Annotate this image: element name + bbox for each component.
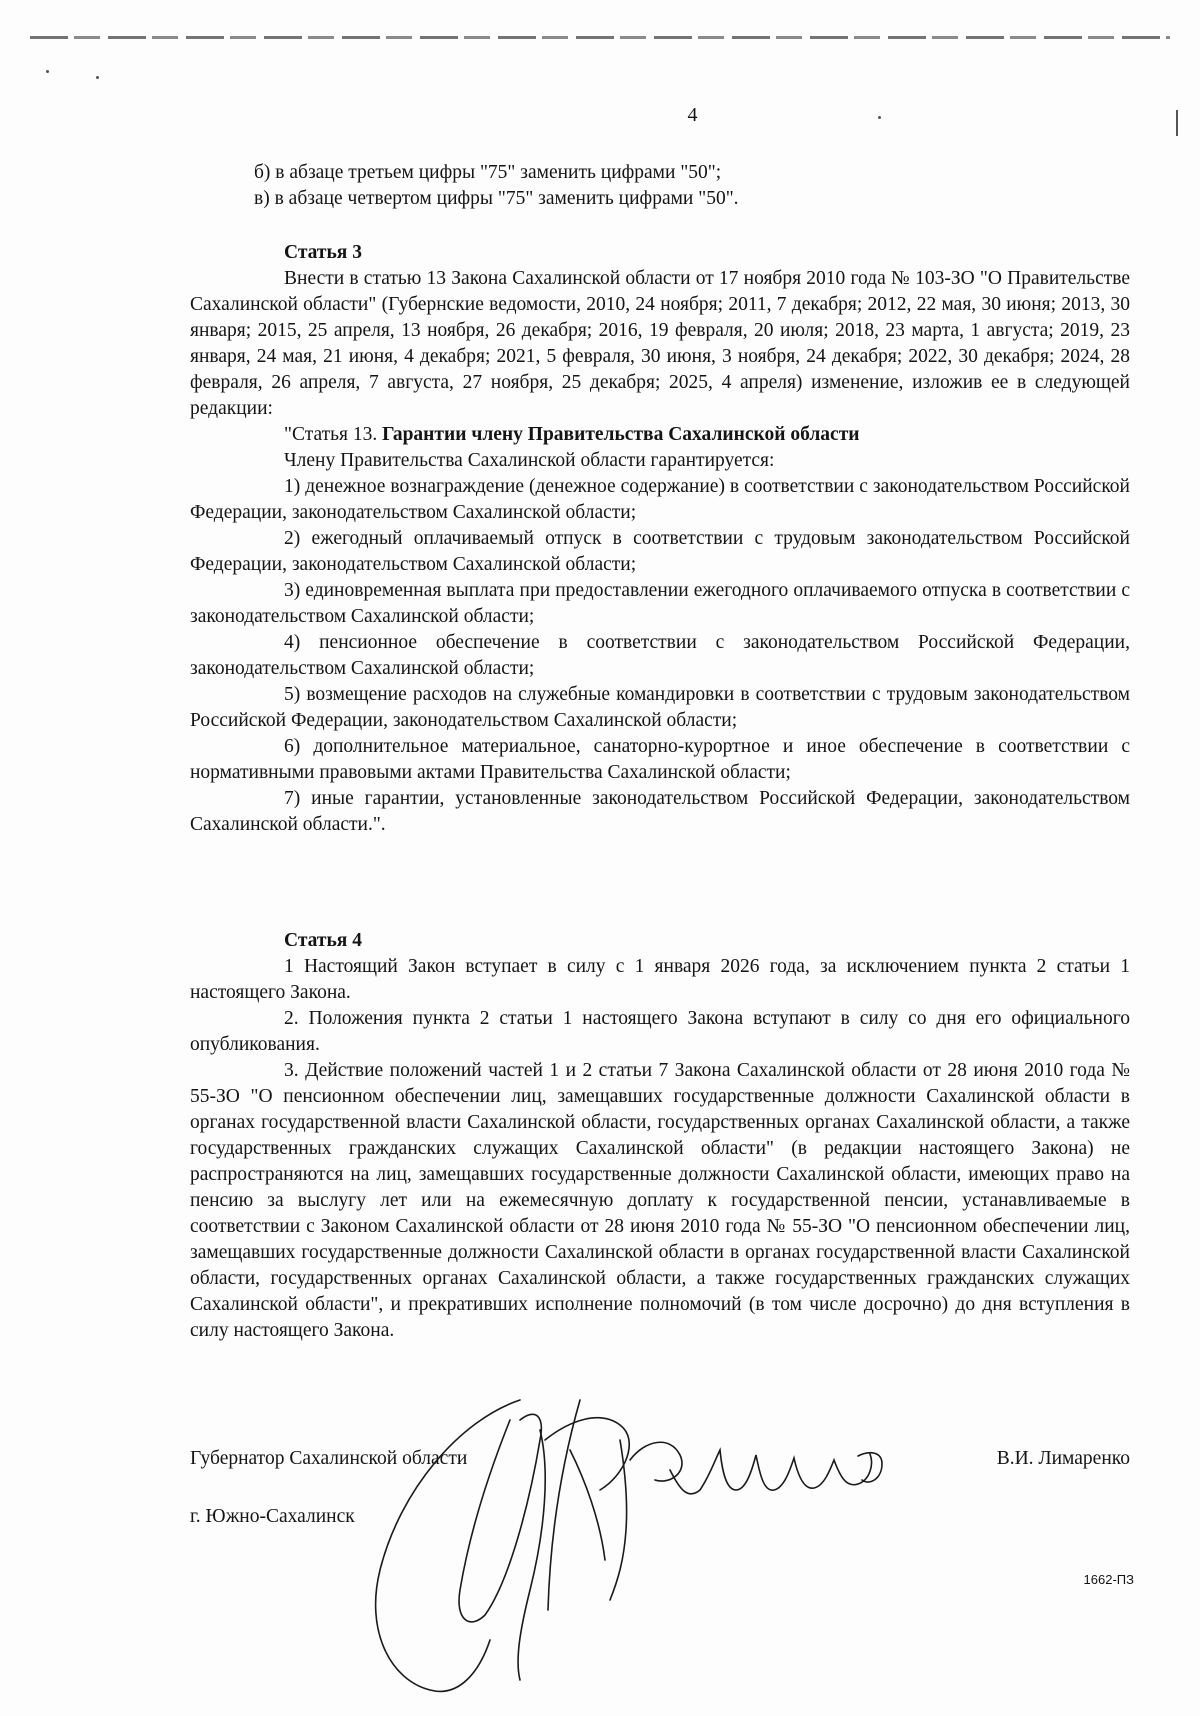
- city: г. Южно-Сахалинск: [190, 1506, 355, 1527]
- guarantee-item: 5) возмещение расходов на служебные командировки в соответствии с трудовым законодательством Российской Федерации, законодательством Сахалинской области;: [190, 684, 1130, 731]
- guarantee-item: 3) единовременная выплата при предоставлении ежегодного оплачиваемого отпуска в соответствии с законодательством Сахалинской области;: [190, 580, 1130, 627]
- page-number: 4: [687, 104, 698, 126]
- document-code: 1662-ПЗ: [1083, 1572, 1134, 1587]
- scan-speck: [96, 76, 99, 79]
- article3-heading: Статья 3: [284, 242, 362, 263]
- article13-title-prefix: "Статья 13.: [284, 424, 383, 445]
- guarantee-item: 4) пенсионное обеспечение в соответствии с законодательством Российской Федерации, законодательством Сахалинской области;: [190, 632, 1130, 679]
- scan-speck: [46, 70, 49, 73]
- guarantee-intro: Члену Правительства Сахалинской области гарантируется:: [284, 450, 775, 471]
- article13-title-bold: Гарантии члену Правительства Сахалинской области: [382, 424, 860, 445]
- guarantee-item: 7) иные гарантии, установленные законодательством Российской Федерации, законодательством Сахалинской области.".: [190, 788, 1130, 835]
- governor-title: Губернатор Сахалинской области: [190, 1448, 468, 1469]
- article4-paragraph: 3. Действие положений частей 1 и 2 статьи 7 Закона Сахалинской области от 28 июня 2010 года № 55-ЗО "О пенсионном обеспечении лиц, замещавших государственные должности Сахалинской области в органах государственной власти Сахалинской области, государственных органах Сахалинской области, а также государственных гражданских служащих Сахалинской области" (в редакции настоящего Закона) не распространяются на лиц, замещавших государственные должности Сахалинской области, имеющих право на пенсию за выслугу лет или на ежемесячную доплату к государственной пенсии, устанавливаемые в соответствии с Законом Сахалинской области от 28 июня 2010 года № 55-ЗО "О пенсионном обеспечении лиц, замещавших государственные должности Сахалинской области в органах государственной власти Сахалинской области, государственных органах Сахалинской области, а также государственных гражданских служащих Сахалинской области", и прекративших исполнение полномочий (в том числе досрочно) до дня вступления в силу настоящего Закона.: [190, 1060, 1130, 1341]
- article4-heading: Статья 4: [284, 930, 362, 951]
- article4-paragraph: 2. Положения пункта 2 статьи 1 настоящего Закона вступают в силу со дня его официального опубликования.: [190, 1008, 1130, 1055]
- guarantee-item: 1) денежное вознаграждение (денежное содержание) в соответствии с законодательством Российской Федерации, законодательством Сахалинской области;: [190, 476, 1130, 523]
- scan-top-edge: [30, 36, 1170, 39]
- article4-paragraph: 1 Настоящий Закон вступает в силу с 1 января 2026 года, за исключением пункта 2 статьи 1 настоящего Закона.: [190, 956, 1130, 1003]
- article3-intro: Внести в статью 13 Закона Сахалинской области от 17 ноября 2010 года № 103-ЗО "О Правительстве Сахалинской области" (Губернские ведомости, 2010, 24 ноября; 2011, 7 декабря; 2012, 22 мая, 30 июня; 2013, 30 января; 2015, 25 апреля, 13 ноября, 26 декабря; 2016, 19 февраля, 20 июля; 2018, 23 марта, 1 августа; 2019, 23 января, 24 мая, 21 июня, 4 декабря; 2021, 5 февраля, 30 июня, 3 ноября, 24 декабря; 2022, 30 декабря; 2024, 28 февраля, 26 апреля, 7 августа, 27 ноября, 25 декабря; 2025, 4 апреля) изменение, изложив ее в следующей редакции:: [190, 268, 1130, 419]
- article2-tail: [190, 160, 1130, 212]
- governor-name: В.И. Лимаренко: [996, 1448, 1130, 1469]
- article3: [190, 240, 1130, 838]
- article2-item-b: б) в абзаце третьем цифры "75" заменить цифрами "50";: [254, 162, 722, 183]
- guarantee-item: 2) ежегодный оплачиваемый отпуск в соответствии с трудовым законодательством Российской Федерации, законодательством Сахалинской области;: [190, 528, 1130, 575]
- article13-title: [190, 422, 1130, 448]
- guarantee-item: 6) дополнительное материальное, санаторно-курортное и иное обеспечение в соответствии с нормативными правовыми актами Правительства Сахалинской области;: [190, 736, 1130, 783]
- article4: [190, 928, 1130, 1344]
- handwritten-signature: [370, 1380, 930, 1710]
- article2-item-v: в) в абзаце четвертом цифры "75" заменить цифрами "50".: [254, 188, 739, 209]
